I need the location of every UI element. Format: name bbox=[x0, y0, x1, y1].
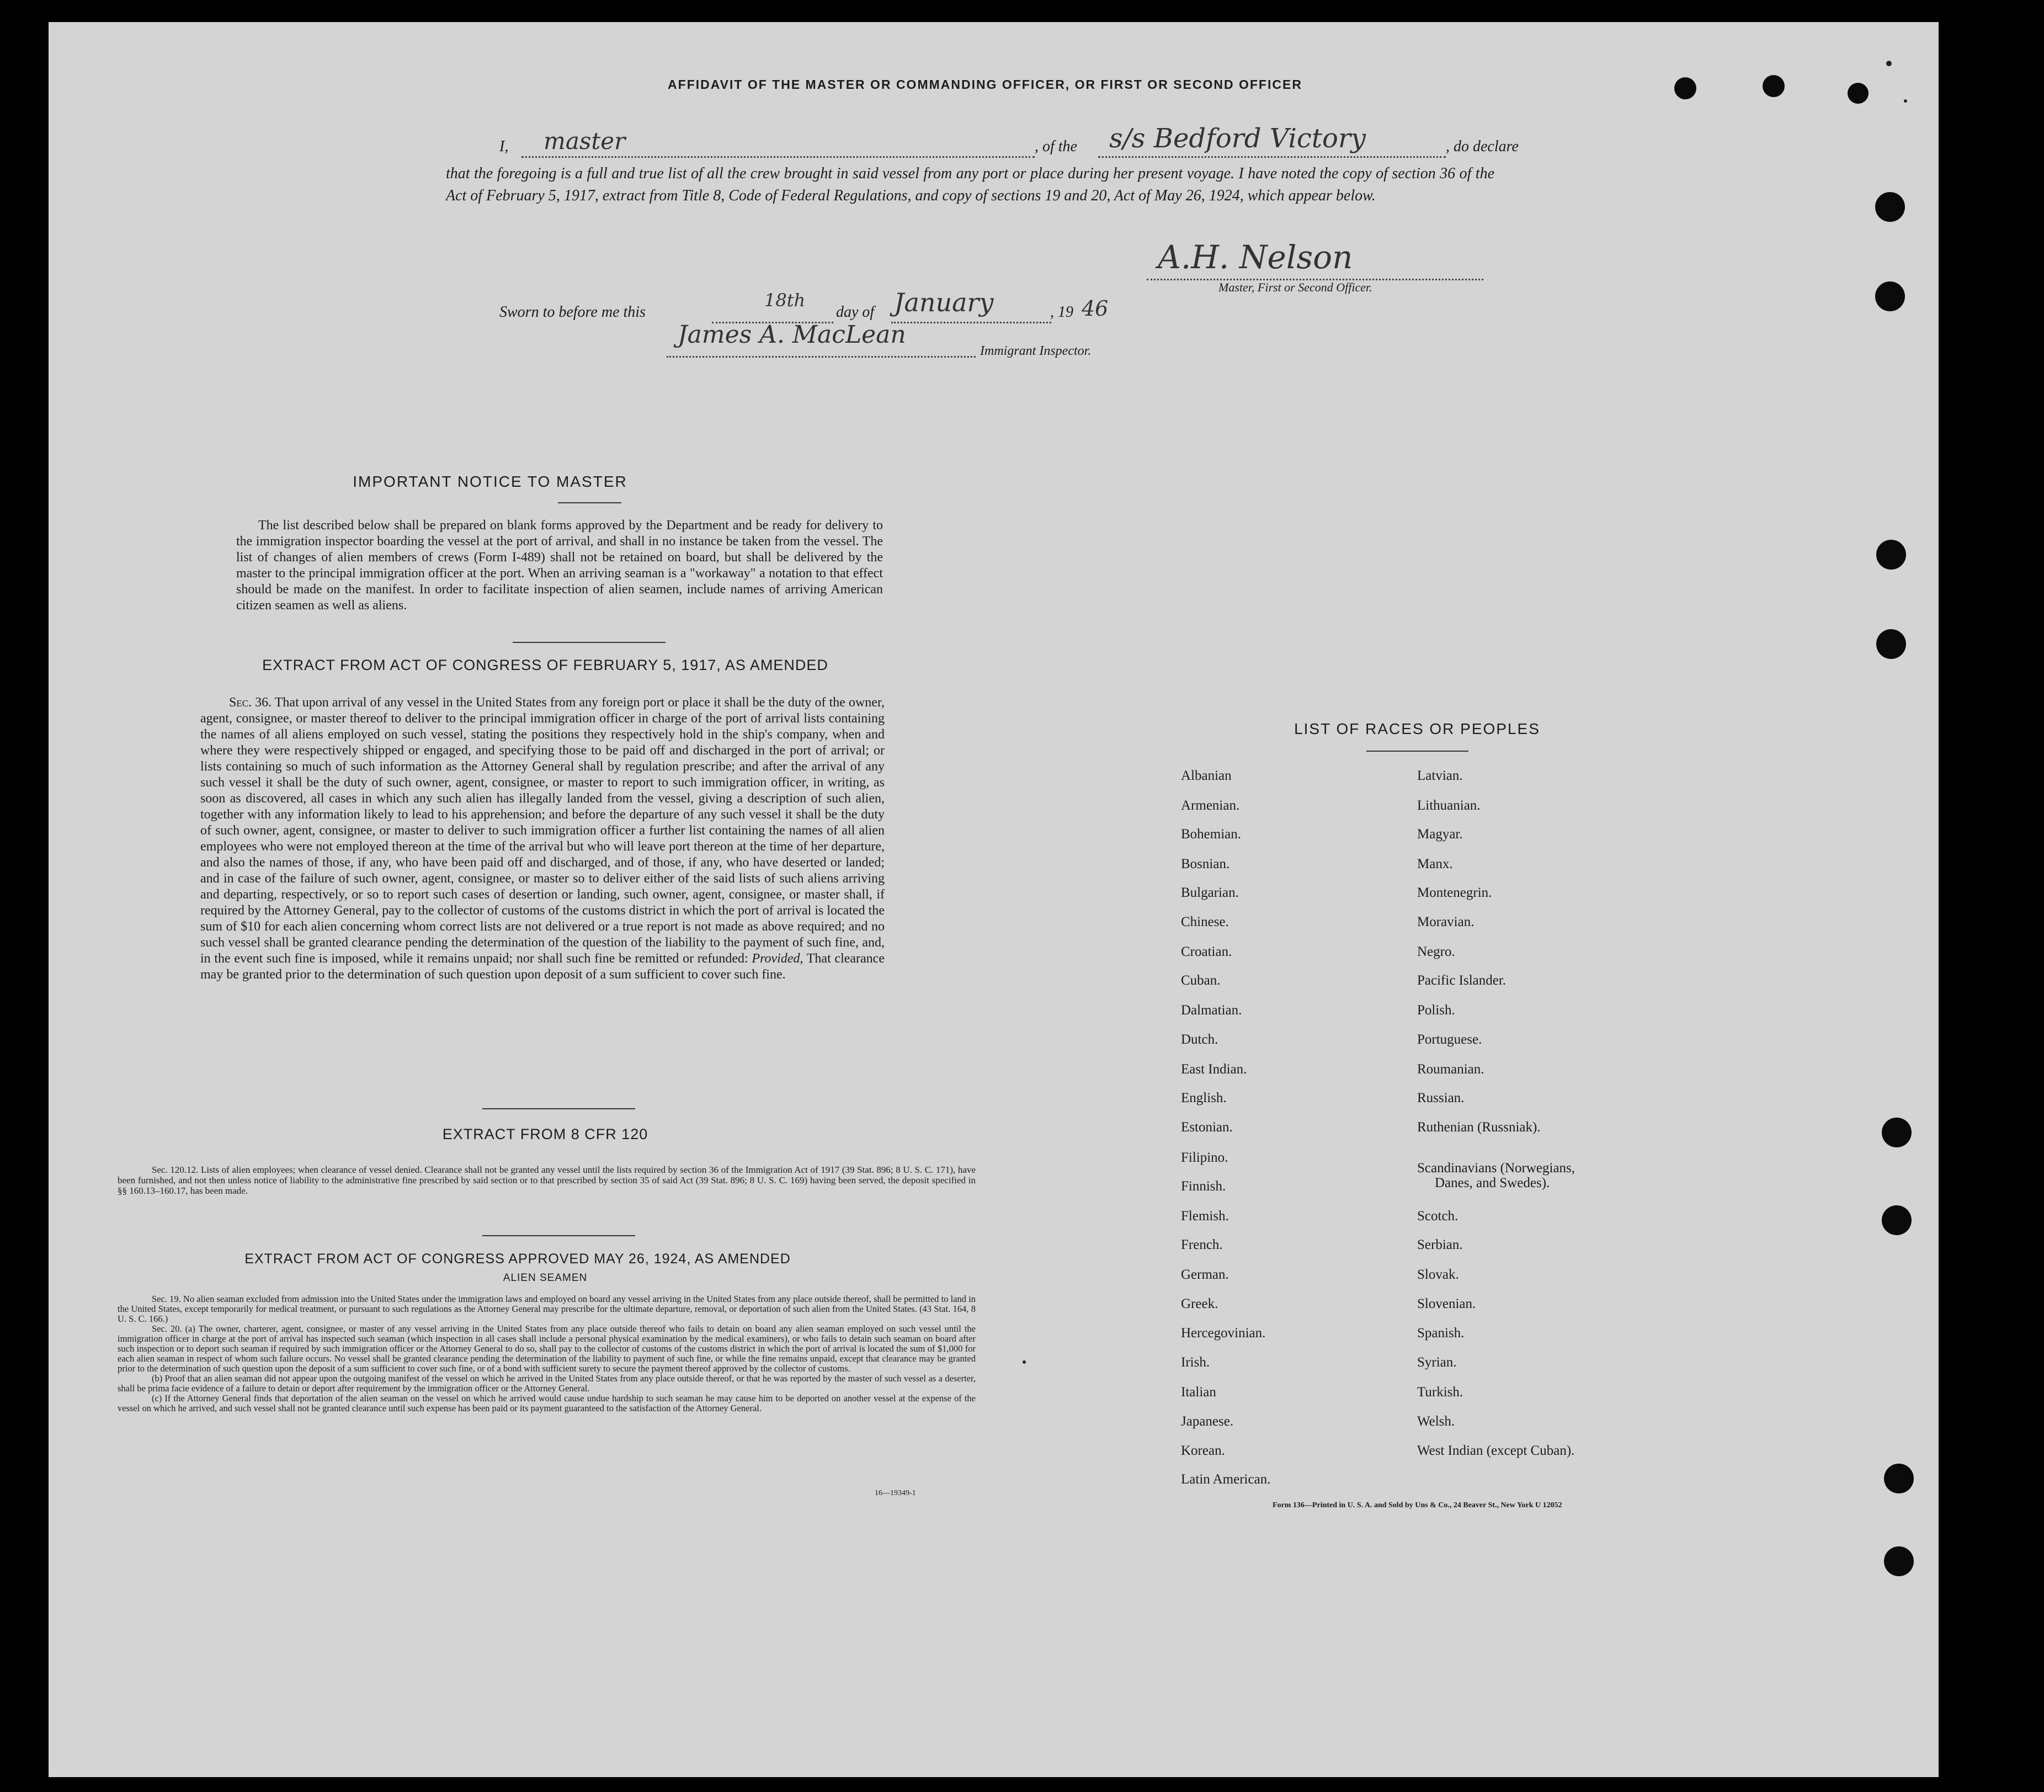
race-item: Polish. bbox=[1417, 1003, 1455, 1018]
race-item: Finnish. bbox=[1181, 1179, 1226, 1194]
race-item: West Indian (except Cuban). bbox=[1417, 1443, 1575, 1458]
race-item: Irish. bbox=[1181, 1355, 1210, 1370]
race-item: Korean. bbox=[1181, 1443, 1225, 1458]
sworn-day-handwriting: 18th bbox=[764, 290, 806, 311]
vessel-name-handwriting: s/s Bedford Victory bbox=[1109, 123, 1366, 154]
race-item: Latvian. bbox=[1417, 768, 1463, 783]
extract1924-sec20a: Sec. 20. (a) The owner, charterer, agent, consignee, or master of any vessel arriving in the United States from any place outside thereof who fails to detain on board any alien seaman employed on such vessel until the immigration officer in charge at the port of arrival has inspected such seaman (which inspection in all cases shall include a personal physical examination by the medical examiners), or who fails to detain such seaman on board after such inspection or to deport such seaman if required by such immigration officer or the Attorney General to do so, shall pay to the collector of customs of the customs district in which the port of arrival is located the sum of $1,000 for each alien seaman in respect of whom such failure occurs. No vessel shall be granted clearance pending the determination of the liability to payment of such fine, or while the fine remains unpaid, except that clearance may be granted prior to the determination of such question upon the deposit of a sum sufficient to cover such fine, or of a bond with sufficient surety to secure the payment thereof approved by the collector of customs. bbox=[118, 1323, 976, 1374]
extract1917-text-b: That clearance may be granted prior to the determination of such question upon deposit of a sum sufficient to cover such fine. bbox=[200, 951, 885, 982]
punch-hole bbox=[1882, 1118, 1912, 1147]
punch-hole bbox=[1884, 1546, 1914, 1576]
sworn-month-field bbox=[891, 288, 1051, 323]
race-item: Bosnian. bbox=[1181, 857, 1230, 871]
notice-text: The list described below shall be prepared on blank forms approved by the Department and be ready for delivery to the immigration inspector boarding the vessel at the port of arrival, and shall in no instance be taken from the vessel. The list of changes of alien members of crews (Form I-489) shall not be retained on board, but shall be delivered by the master to the principal immigration officer at the port. When an arriving seaman is a "workaway" a notation to that effect should be made on the manifest. In order to facilitate inspection of alien seamen, include names of arriving American citizen seamen as well as aliens. bbox=[236, 518, 883, 613]
race-item: Roumanian. bbox=[1417, 1062, 1484, 1077]
cfr-divider bbox=[482, 1235, 635, 1236]
extract1924-body bbox=[118, 1294, 976, 1413]
race-item: Croatian. bbox=[1181, 944, 1232, 959]
race-item: Negro. bbox=[1417, 944, 1455, 959]
master-signature-caption: Master, First or Second Officer. bbox=[1218, 280, 1372, 294]
sworn-year-handwriting: 46 bbox=[1082, 296, 1109, 321]
race-item: Bulgarian. bbox=[1181, 885, 1239, 900]
sworn-day-field bbox=[712, 290, 833, 323]
extract1924-title: EXTRACT FROM ACT OF CONGRESS APPROVED MAY 26, 1924, AS AMENDED bbox=[244, 1251, 791, 1267]
race-item: Russian. bbox=[1417, 1091, 1465, 1105]
master-signature-line bbox=[1147, 238, 1483, 280]
punch-hole bbox=[1875, 281, 1905, 311]
sworn-year-prefix: , 19 bbox=[1050, 304, 1073, 321]
race-item: Scandinavians (Norwegians, bbox=[1417, 1161, 1575, 1176]
vessel-name-field bbox=[1098, 123, 1446, 158]
race-item: Dalmatian. bbox=[1181, 1003, 1242, 1018]
race-item: Chinese. bbox=[1181, 914, 1229, 929]
race-item: Slovenian. bbox=[1417, 1296, 1476, 1311]
punch-hole bbox=[1876, 629, 1906, 659]
extract1924-sec20b: (b) Proof that an alien seaman did not appear upon the outgoing manifest of the vessel on which he arrived in the United States from any place outside thereof, or that he was reported by the master of such vessel as a deserter, shall be prima facie evidence of a failure to detain or deport after requirement by the immigration officer or the Attorney General. bbox=[118, 1373, 976, 1394]
race-item: Cuban. bbox=[1181, 973, 1221, 988]
document-page bbox=[49, 22, 1939, 1777]
affidavit-line1 bbox=[499, 123, 1548, 163]
affidavit-body: that the foregoing is a full and true list of all the crew brought in said vessel from any port or place during her present voyage. I have noted the copy of section 36 of the Act of February 5, 1917, extract from Title 8, Code of Federal Regulations, and copy of sections 19 and 20, Act of May 26, 1924, which appear below. bbox=[446, 165, 1494, 204]
race-item: Slovak. bbox=[1417, 1267, 1459, 1282]
race-item: Welsh. bbox=[1417, 1414, 1455, 1429]
race-item: Latin American. bbox=[1181, 1472, 1271, 1487]
extract1917-divider bbox=[482, 1108, 635, 1109]
races-title-rule bbox=[1366, 751, 1468, 752]
race-item: French. bbox=[1181, 1237, 1223, 1252]
inspector-caption: Immigrant Inspector. bbox=[980, 344, 1092, 358]
extract1917-text bbox=[200, 695, 885, 983]
race-item: Montenegrin. bbox=[1417, 885, 1492, 900]
punch-hole bbox=[1674, 77, 1696, 99]
punch-hole bbox=[1763, 75, 1785, 97]
sworn-prefix: Sworn to before me this bbox=[499, 304, 646, 321]
race-item: Manx. bbox=[1417, 857, 1453, 871]
punch-hole bbox=[1882, 1205, 1912, 1235]
extract1917-title: EXTRACT FROM ACT OF CONGRESS OF FEBRUARY 5, 1917, AS AMENDED bbox=[262, 657, 828, 673]
races-right-continuation: Danes, and Swedes). bbox=[1435, 1176, 1550, 1190]
race-item: Estonian. bbox=[1181, 1120, 1233, 1135]
extract1917-text-a: That upon arrival of any vessel in the United States from any foreign port or place it shall be the duty of the owner, agent, consignee, or master thereof to deliver to the principal immigration officer in charge of the port of arrival lists containing the names of all aliens employed on such vessel, stating the positions they respectively hold in the ship's company, when and where they were respectively shipped or engaged, and specifying those to be paid off and discharged in the port of arrival; or lists containing so much of such information as the Attorney General shall by regulation prescribe; and after the arrival of any such vessel it shall be the duty of such owner, agent, consignee, or master to report to such immigration officer, in writing, as soon as discovered, all cases in which any such alien has illegally landed from the vessel, giving a description of such alien, together with any information likely to lead to his apprehension; and before the departure of any such vessel it shall be the duty of such owner, agent, consignee, or master to deliver to such immigration officer a further list containing the names of all alien employees who were not employed thereon at the time of the arrival but who will leave port thereon at the time of her departure, and also the names of those, if any, who have been paid off and discharged, and of those, if any, who have deserted or landed; and in case of the failure of such owner, agent, consignee, or master so to deliver either of the said lists of such aliens arriving and departing, respectively, or so to report such cases of desertion or landing, such owner, agent, consignee, or master shall, if required by the Attorney General, pay to the collector of customs of the customs district in which the port of arrival is located the sum of $10 for each alien concerning whom correct lists are not delivered or a true report is not made as above required; and no such vessel shall be granted clearance pending the determination of the question of the liability to the payment of such fine, and, in the event such fine is imposed, while it remains unpaid; nor shall such fine be remitted or refunded: bbox=[200, 695, 885, 966]
race-item: English. bbox=[1181, 1091, 1227, 1105]
notice-title: IMPORTANT NOTICE TO MASTER bbox=[353, 473, 627, 490]
races-title: LIST OF RACES OR PEOPLES bbox=[1294, 720, 1540, 737]
affidavit-title: AFFIDAVIT OF THE MASTER OR COMMANDING OFFICER, OR FIRST OR SECOND OFFICER bbox=[668, 77, 1302, 92]
race-item: German. bbox=[1181, 1267, 1229, 1282]
race-item: Italian bbox=[1181, 1385, 1216, 1400]
race-item: Flemish. bbox=[1181, 1209, 1229, 1224]
inspector-signature: James A. MacLean bbox=[678, 321, 906, 349]
affidavit-of-the-label: , of the bbox=[1035, 138, 1077, 155]
sworn-month-handwriting: January bbox=[894, 288, 994, 317]
race-item: Pacific Islander. bbox=[1417, 973, 1507, 988]
extract1924-sec19: Sec. 19. No alien seaman excluded from admission into the United States under the immigration laws and employed on board any vessel arriving in the United States from any place outside thereof, shall be permitted to land in the United States, except temporarily for medical treatment, or pursuant to such regulations as the Attorney General may prescribe for the ultimate departure, removal, or deportation of such alien from the United States. (43 Stat. 164, 8 U. S. C. 166.) bbox=[118, 1294, 976, 1324]
sworn-day-of: day of bbox=[836, 304, 875, 321]
notice-divider bbox=[513, 642, 666, 643]
master-name-field bbox=[521, 127, 1035, 158]
race-item: Spanish. bbox=[1417, 1326, 1465, 1341]
notice-title-rule bbox=[558, 502, 621, 503]
race-item: Turkish. bbox=[1417, 1385, 1463, 1400]
race-item: Scotch. bbox=[1417, 1209, 1459, 1224]
race-item: Albanian bbox=[1181, 768, 1232, 783]
punch-hole bbox=[1876, 540, 1906, 570]
race-item: Armenian. bbox=[1181, 798, 1240, 813]
race-item: Magyar. bbox=[1417, 827, 1463, 842]
extract1917-sec-label: Sec. 36. bbox=[229, 695, 272, 710]
paper-speck bbox=[1886, 61, 1892, 66]
race-item: Filipino. bbox=[1181, 1150, 1228, 1165]
punch-hole bbox=[1875, 192, 1905, 222]
race-item: Portuguese. bbox=[1417, 1032, 1482, 1047]
extract1924-subtitle: ALIEN SEAMEN bbox=[503, 1272, 588, 1284]
race-item: Serbian. bbox=[1417, 1237, 1463, 1252]
extract1917-provided: Provided, bbox=[752, 951, 803, 966]
master-name-handwriting: master bbox=[544, 127, 626, 155]
race-item: East Indian. bbox=[1181, 1062, 1247, 1077]
punch-hole bbox=[1848, 83, 1869, 104]
cfr-text: Sec. 120.12. Lists of alien employees; when clearance of vessel denied. Clearance shall not be granted any vessel until the lists required by section 36 of the Immigration Act of 1917 (39 Stat. 896; 8 U. S. C. 171), have been furnished, and not then unless notice of liability to the administrative fine prescribed by said section or to that prescribed by section 35 of said Act (39 Stat. 896; 8 U. S. C. 169) having been served, the deposit specified in §§ 160.13–160.17, has been made. bbox=[118, 1164, 976, 1196]
extract1924-sec20c: (c) If the Attorney General finds that deportation of the alien seaman on the vessel on which he arrived would cause undue hardship to such seaman he may cause him to be deported on another vessel at the expense of the vessel on which he arrived, and such vessel shall not be granted clearance until such expense has been paid or its payment guaranteed to the satisfaction of the Attorney General. bbox=[118, 1393, 976, 1413]
cfr-title: EXTRACT FROM 8 CFR 120 bbox=[442, 1126, 648, 1142]
race-item: Greek. bbox=[1181, 1296, 1218, 1311]
race-item: Lithuanian. bbox=[1417, 798, 1481, 813]
paper-speck bbox=[1023, 1360, 1026, 1364]
punch-hole bbox=[1884, 1464, 1914, 1493]
extract1924-footer-code: 16—19349-1 bbox=[875, 1489, 916, 1497]
paper-speck bbox=[1904, 99, 1907, 103]
affidavit-declare-label: , do declare bbox=[1446, 138, 1519, 155]
race-item: Dutch. bbox=[1181, 1032, 1218, 1047]
affidavit-i-label: I, bbox=[499, 138, 509, 155]
race-item: Bohemian. bbox=[1181, 827, 1242, 842]
inspector-signature-line bbox=[667, 321, 976, 358]
race-item: Ruthenian (Russniak). bbox=[1417, 1120, 1541, 1135]
master-signature: A.H. Nelson bbox=[1158, 238, 1353, 276]
race-item: Hercegovinian. bbox=[1181, 1326, 1266, 1341]
form-footer: Form 136—Printed in U. S. A. and Sold by Uns & Co., 24 Beaver St., New York U 12052 bbox=[1273, 1501, 1562, 1509]
race-item: Syrian. bbox=[1417, 1355, 1457, 1370]
race-item: Japanese. bbox=[1181, 1414, 1234, 1429]
race-item: Moravian. bbox=[1417, 914, 1475, 929]
